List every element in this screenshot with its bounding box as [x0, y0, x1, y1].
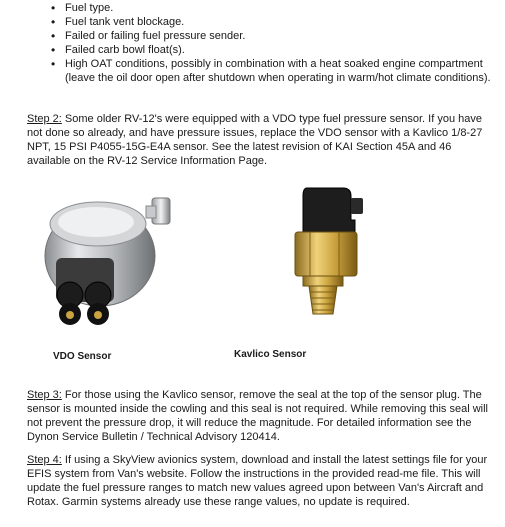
step2-text: Some older RV-12's were equipped with a VDO type fuel pressure sensor. If you have not done so already, and have pressure issues, replace the VDO sensor with a Kavlico 1/8-27 NPT, 15 PSI P4055-15G-E4A sensor. See the latest revision of KAI Section 45A and 46 available on the RV-12 Service Information Page.: [27, 113, 483, 167]
step4-label: Step 4:: [27, 454, 62, 466]
list-item: • Failed or failing fuel pressure sender.: [14, 29, 494, 43]
causes-list: [14, 1, 494, 85]
step2-label: Step 2:: [27, 113, 62, 125]
step2-paragraph: [27, 112, 493, 168]
step3-paragraph: [27, 388, 493, 444]
list-item: • High OAT conditions, possibly in combination with a heat soaked engine compartment (leave the oil door open after shutdown when operating in warm/hot climate conditions).: [14, 57, 494, 85]
step4-paragraph: [27, 453, 493, 509]
step3-label: Step 3:: [27, 389, 62, 401]
kavlico-caption: Kavlico Sensor: [234, 349, 307, 360]
vdo-sensor-image: [28, 178, 178, 338]
step3-text: For those using the Kavlico sensor, remove the seal at the top of the sensor plug. The sensor is mounted inside the cowling and this seal is not required. While removing this seal will not prevent the pressure drop, it will reduce the magnitude. For detailed information see the Dynon Service Bulletin / Technical Advisory 120414.: [27, 389, 489, 443]
vdo-caption: VDO Sensor: [53, 351, 112, 362]
kavlico-sensor-image: [255, 182, 375, 322]
step4-text: If using a SkyView avionics system, download and install the latest settings file for your EFIS system from Van's website. Follow the instructions in the provided read-me file. This will update the fuel pressure ranges to match new values agreed upon between Van's Aircraft and Rotax. Garmin systems already use these range values, no update is required.: [27, 454, 488, 508]
list-item: • Failed carb bowl float(s).: [14, 43, 494, 57]
list-item: • Fuel type.: [14, 1, 494, 15]
list-item: • Fuel tank vent blockage.: [14, 15, 494, 29]
